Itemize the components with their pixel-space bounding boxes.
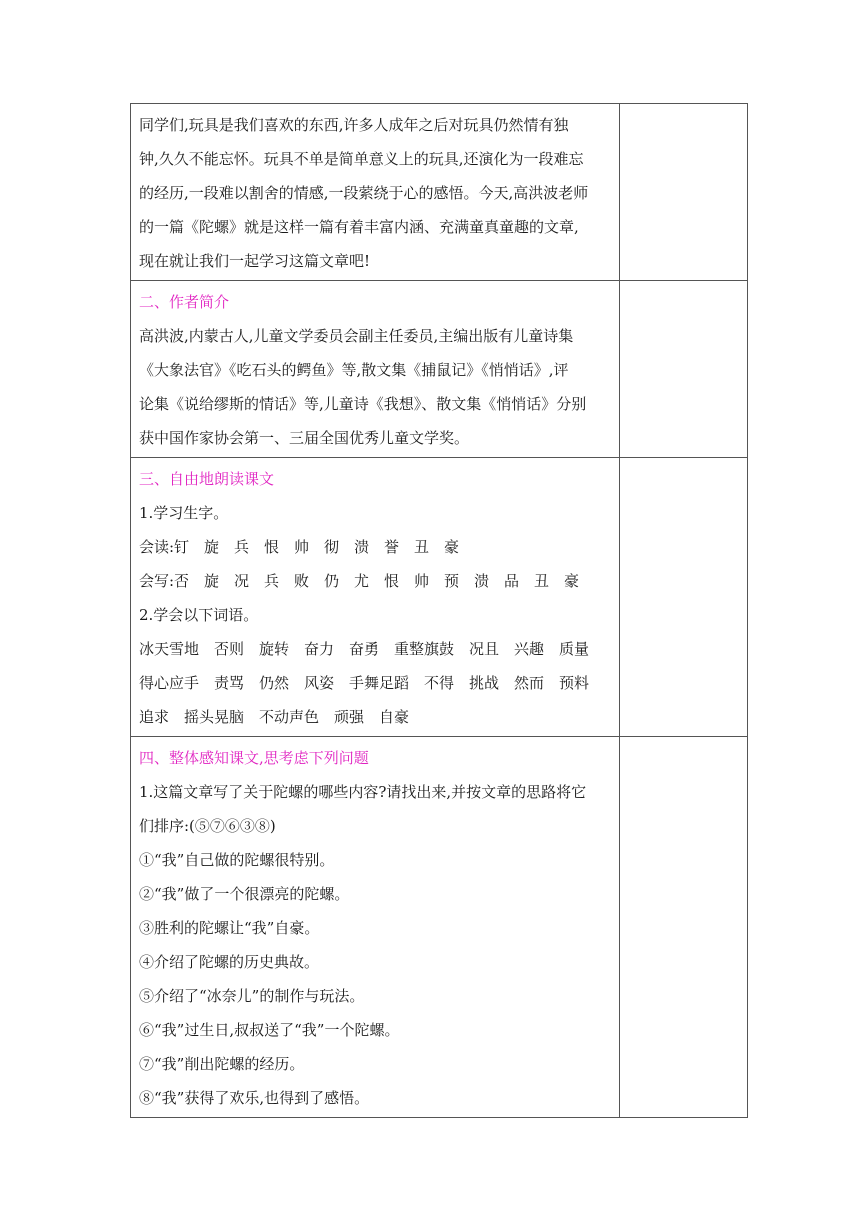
text-line: 冰天雪地 否则 旋转 奋力 奋勇 重整旗鼓 况且 兴趣 质量	[139, 640, 590, 658]
lesson-plan-table	[130, 103, 748, 1118]
text-line: ②“我”做了一个很漂亮的陀螺。	[139, 885, 350, 903]
text-line: ⑦“我”削出陀螺的经历。	[139, 1055, 305, 1073]
notes-column-cell	[620, 458, 748, 737]
text-line: 们排序:(⑤⑦⑥③⑧)	[139, 817, 276, 835]
text-line: 的一篇《陀螺》就是这样一篇有着丰富内涵、充满童真童趣的文章,	[139, 218, 579, 236]
text-line: 1.这篇文章写了关于陀螺的哪些内容?请找出来,并按文章的思路将它	[139, 783, 587, 801]
section-heading: 二、作者简介	[139, 293, 230, 311]
section-row-author	[131, 281, 748, 458]
lesson-plan-body	[131, 104, 748, 1118]
section-row-reading	[131, 458, 748, 737]
text-line: ④介绍了陀螺的历史典故。	[139, 953, 320, 971]
section-row-intro	[131, 104, 748, 281]
notes-column-cell	[620, 281, 748, 458]
notes-column-cell	[620, 104, 748, 281]
text-line: ⑧“我”获得了欢乐,也得到了感悟。	[139, 1089, 370, 1107]
text-line: ⑤介绍了“冰奈儿”的制作与玩法。	[139, 987, 365, 1005]
text-line: 追求 摇头晃脑 不动声色 顽强 自豪	[139, 708, 410, 726]
section-content-intro	[131, 104, 620, 281]
text-line: ⑥“我”过生日,叔叔送了“我”一个陀螺。	[139, 1021, 400, 1039]
section-row-overview	[131, 737, 748, 1118]
section-content-overview	[131, 737, 620, 1118]
text-line: ①“我”自己做的陀螺很特别。	[139, 851, 335, 869]
notes-column-cell	[620, 737, 748, 1118]
text-line: 现在就让我们一起学习这篇文章吧!	[139, 252, 371, 270]
text-line: 同学们,玩具是我们喜欢的东西,许多人成年之后对玩具仍然情有独	[139, 116, 569, 134]
section-content-reading	[131, 458, 620, 737]
text-line: 2.学会以下词语。	[139, 606, 259, 624]
text-line: 论集《说给缪斯的情话》等,儿童诗《我想》、散文集《悄悄话》分别	[139, 395, 587, 413]
text-line: 获中国作家协会第一、三届全国优秀儿童文学奖。	[139, 429, 470, 447]
text-line: 1.学习生字。	[139, 504, 229, 522]
section-heading: 四、整体感知课文,思考虑下列问题	[139, 749, 369, 767]
section-heading: 三、自由地朗读课文	[139, 470, 275, 488]
section-content-author	[131, 281, 620, 458]
text-line: 得心应手 责骂 仍然 风姿 手舞足蹈 不得 挑战 然而 预料	[139, 674, 590, 692]
text-line: 高洪波,内蒙古人,儿童文学委员会副主任委员,主编出版有儿童诗集	[139, 327, 574, 345]
text-line: ③胜利的陀螺让“我”自豪。	[139, 919, 320, 937]
text-line: 《大象法官》《吃石头的鳄鱼》等,散文集《捕鼠记》《悄悄话》,评	[139, 361, 569, 379]
text-line: 钟,久久不能忘怀。玩具不单是简单意义上的玩具,还演化为一段难忘	[139, 150, 584, 168]
text-line: 的经历,一段难以割舍的情感,一段萦绕于心的感悟。今天,高洪波老师	[139, 184, 589, 202]
text-line: 会写:否 旋 况 兵 败 仍 尤 恨 帅 预 溃 品 丑 豪	[139, 572, 580, 590]
text-line: 会读:钉 旋 兵 恨 帅 彻 溃 誉 丑 豪	[139, 538, 460, 556]
